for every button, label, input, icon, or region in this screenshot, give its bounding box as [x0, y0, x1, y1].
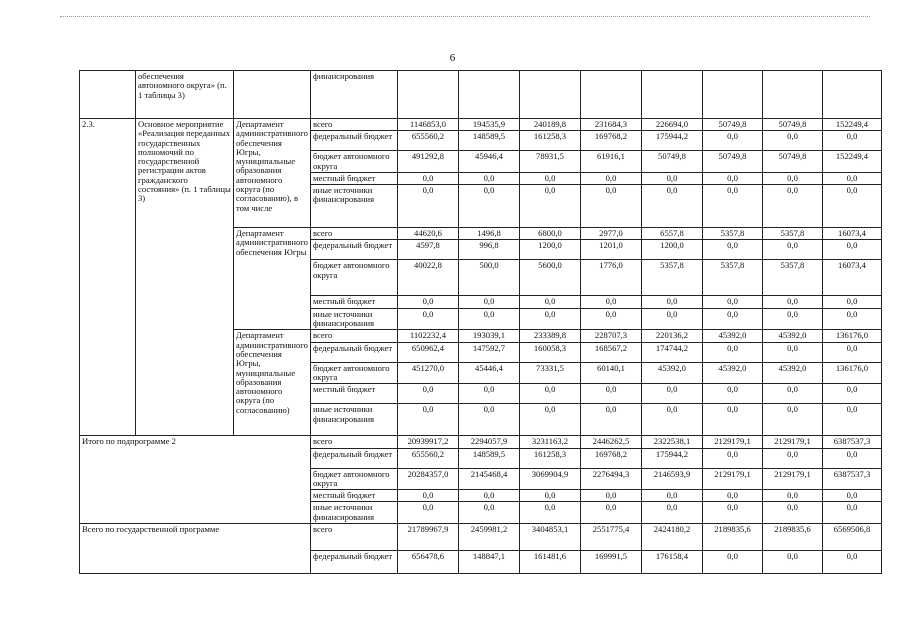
cell-amount: 0,0 — [763, 448, 823, 468]
cell-amount: 0,0 — [823, 131, 882, 151]
cell-amount: 0,0 — [398, 502, 459, 524]
cell-amount: 0,0 — [459, 172, 520, 184]
cell-amount: 0,0 — [703, 185, 763, 228]
cell-amount: 0,0 — [520, 404, 581, 436]
cell-funding-source: федеральный бюджет — [311, 342, 398, 362]
cell-amount: 0,0 — [581, 185, 642, 228]
cell-amount: 1102232,4 — [398, 330, 459, 342]
cell-amount: 0,0 — [459, 296, 520, 308]
cell-amount: 1201,0 — [581, 240, 642, 260]
cell-amount: 45392,0 — [763, 362, 823, 384]
cell-amount: 168567,2 — [581, 342, 642, 362]
cell-amount: 0,0 — [520, 296, 581, 308]
cell-amount: 0,0 — [581, 502, 642, 524]
cell-funding-source: иные источники финансирования — [311, 308, 398, 330]
cell-amount: 0,0 — [823, 502, 882, 524]
cell-executor: Департамент административного обеспечения Югры, муниципальные образования автономного округа (по согласованию), в том числе — [234, 119, 311, 228]
cell-amount: 1496,8 — [459, 228, 520, 240]
cell-amount: 2977,0 — [581, 228, 642, 240]
cell-amount: 6387537,3 — [823, 468, 882, 490]
cell-amount: 0,0 — [703, 308, 763, 330]
cell-amount: 0,0 — [398, 404, 459, 436]
cell-amount: 0,0 — [703, 172, 763, 184]
cell-amount: 0,0 — [581, 172, 642, 184]
cell-amount: 16073,4 — [823, 260, 882, 296]
cell-amount: 136176,0 — [823, 362, 882, 384]
cell-summary-label: Итого по подпрограмме 2 — [80, 436, 311, 524]
cell-amount: 233389,8 — [520, 330, 581, 342]
cell-amount: 0,0 — [642, 308, 703, 330]
cell-funding-source: бюджет автономного округа — [311, 151, 398, 173]
cell-funding-source: федеральный бюджет — [311, 240, 398, 260]
cell-amount: 2145468,4 — [459, 468, 520, 490]
cell-funding-source: всего — [311, 524, 398, 551]
cell-amount: 3404853,1 — [520, 524, 581, 551]
cell-amount: 194535,9 — [459, 119, 520, 131]
cell-amount: 0,0 — [703, 131, 763, 151]
cell-funding-source: всего — [311, 119, 398, 131]
cell-amount: 0,0 — [520, 384, 581, 404]
cell-amount: 148589,5 — [459, 448, 520, 468]
cell-amount: 2446262,5 — [581, 436, 642, 448]
cell-amount: 16073,4 — [823, 228, 882, 240]
cell-amount: 0,0 — [703, 342, 763, 362]
cell-amount: 0,0 — [823, 551, 882, 574]
cell-amount: 996,8 — [459, 240, 520, 260]
cell-amount: 0,0 — [703, 404, 763, 436]
cell-amount: 0,0 — [642, 384, 703, 404]
cell-amount: 0,0 — [520, 172, 581, 184]
cell-amount: 451270,0 — [398, 362, 459, 384]
cell-amount: 45392,0 — [703, 362, 763, 384]
cell-amount: 169991,5 — [581, 551, 642, 574]
cell-funding-source: бюджет автономного округа — [311, 362, 398, 384]
cell-amount: 3069904,9 — [520, 468, 581, 490]
cell-amount: 2146593,9 — [642, 468, 703, 490]
cell-amount: 0,0 — [703, 448, 763, 468]
cell-amount: 5357,8 — [763, 260, 823, 296]
cell-amount: 2129179,1 — [763, 436, 823, 448]
cell-funding-source: местный бюджет — [311, 490, 398, 502]
page-number: 6 — [449, 52, 456, 64]
table-row — [80, 436, 882, 448]
cell-amount: 45392,0 — [642, 362, 703, 384]
cell-amount: 5600,0 — [520, 260, 581, 296]
cell-amount: 0,0 — [823, 308, 882, 330]
cell-amount: 3231163,2 — [520, 436, 581, 448]
cell-amount: 0,0 — [763, 240, 823, 260]
cell-amount: 655560,2 — [398, 131, 459, 151]
cell-amount: 50749,8 — [703, 151, 763, 173]
cell-amount: 0,0 — [520, 185, 581, 228]
cell-funding-source: федеральный бюджет — [311, 131, 398, 151]
table-row — [80, 119, 882, 131]
cell-amount: 50749,8 — [642, 151, 703, 173]
cell-amount: 0,0 — [823, 490, 882, 502]
cell-amount: 148589,5 — [459, 131, 520, 151]
cell-executor: Департамент административного обеспечения Югры, муниципальные образования автономного округа (по согласованию) — [234, 330, 311, 436]
cell-funding-source: иные источники финансирования — [311, 404, 398, 436]
cell-amount: 61916,1 — [581, 151, 642, 173]
cell-amount: 5357,8 — [703, 228, 763, 240]
cell-amount: 0,0 — [581, 384, 642, 404]
cell-amount: 0,0 — [581, 404, 642, 436]
cell-funding-source: местный бюджет — [311, 384, 398, 404]
cell-amount: 500,0 — [459, 260, 520, 296]
cell-amount: 136176,0 — [823, 330, 882, 342]
cell-amount: 6569506,8 — [823, 524, 882, 551]
cell-funding-source: всего — [311, 436, 398, 448]
cell-amount: 0,0 — [398, 490, 459, 502]
cell-amount: 0,0 — [642, 404, 703, 436]
cell-amount: 161258,3 — [520, 131, 581, 151]
cell-activity: обеспечения автономного округа» (п. 1 таблицы 3) — [136, 71, 234, 119]
cell-amount: 0,0 — [398, 185, 459, 228]
cell-executor — [234, 71, 311, 119]
cell-amount: 50749,8 — [703, 119, 763, 131]
cell-amount: 0,0 — [703, 502, 763, 524]
cell-amount: 169768,2 — [581, 448, 642, 468]
cell-funding-source: всего — [311, 228, 398, 240]
cell-amount: 40022,8 — [398, 260, 459, 296]
cell-amount: 147592,7 — [459, 342, 520, 362]
cell-amount: 45392,0 — [763, 330, 823, 342]
cell-amount: 2129179,1 — [703, 468, 763, 490]
cell-amount: 20939917,2 — [398, 436, 459, 448]
cell-amount: 0,0 — [459, 502, 520, 524]
cell-amount: 5357,8 — [642, 260, 703, 296]
cell-amount: 5357,8 — [763, 228, 823, 240]
cell-amount: 44620,6 — [398, 228, 459, 240]
cell-amount: 0,0 — [520, 502, 581, 524]
cell-amount: 73331,5 — [520, 362, 581, 384]
cell-amount: 0,0 — [398, 308, 459, 330]
cell-amount: 0,0 — [703, 490, 763, 502]
cell-amount: 0,0 — [581, 296, 642, 308]
cell-amount: 160058,3 — [520, 342, 581, 362]
cell-amount — [642, 71, 703, 119]
cell-funding-source: финансирования — [311, 71, 398, 119]
cell-amount: 0,0 — [823, 296, 882, 308]
cell-amount: 2322538,1 — [642, 436, 703, 448]
cell-amount: 0,0 — [823, 185, 882, 228]
cell-amount — [581, 71, 642, 119]
cell-amount: 161258,3 — [520, 448, 581, 468]
cell-amount: 45392,0 — [703, 330, 763, 342]
cell-amount: 0,0 — [823, 384, 882, 404]
cell-amount: 0,0 — [823, 172, 882, 184]
cell-funding-source: бюджет автономного округа — [311, 260, 398, 296]
cell-amount: 45946,4 — [459, 151, 520, 173]
cell-amount: 2189835,6 — [703, 524, 763, 551]
cell-amount: 231684,3 — [581, 119, 642, 131]
cell-amount: 175944,2 — [642, 131, 703, 151]
cell-amount: 650962,4 — [398, 342, 459, 362]
cell-amount: 0,0 — [763, 308, 823, 330]
cell-amount: 491292,8 — [398, 151, 459, 173]
cell-amount — [763, 71, 823, 119]
cell-amount: 169768,2 — [581, 131, 642, 151]
cell-number — [80, 71, 136, 119]
cell-amount: 0,0 — [642, 296, 703, 308]
scan-artifact-line — [60, 16, 870, 18]
cell-amount: 0,0 — [703, 296, 763, 308]
cell-amount: 6800,0 — [520, 228, 581, 240]
cell-funding-source: федеральный бюджет — [311, 448, 398, 468]
cell-amount: 152249,4 — [823, 119, 882, 131]
cell-amount: 0,0 — [398, 384, 459, 404]
cell-amount — [459, 71, 520, 119]
cell-amount: 0,0 — [703, 240, 763, 260]
cell-amount: 2424180,2 — [642, 524, 703, 551]
cell-amount: 0,0 — [763, 490, 823, 502]
cell-amount: 2459981,2 — [459, 524, 520, 551]
cell-amount: 1776,0 — [581, 260, 642, 296]
cell-funding-source: местный бюджет — [311, 296, 398, 308]
cell-amount: 148847,1 — [459, 551, 520, 574]
cell-amount: 220136,2 — [642, 330, 703, 342]
cell-amount: 45446,4 — [459, 362, 520, 384]
cell-summary-label: Всего по государственной программе — [80, 524, 311, 574]
cell-amount: 0,0 — [703, 551, 763, 574]
cell-amount: 6387537,3 — [823, 436, 882, 448]
cell-amount — [520, 71, 581, 119]
cell-amount: 0,0 — [520, 308, 581, 330]
cell-amount: 0,0 — [459, 185, 520, 228]
cell-amount: 0,0 — [823, 404, 882, 436]
cell-amount: 0,0 — [520, 490, 581, 502]
cell-amount: 0,0 — [581, 308, 642, 330]
cell-amount: 20284357,0 — [398, 468, 459, 490]
cell-amount: 175944,2 — [642, 448, 703, 468]
cell-amount: 0,0 — [823, 240, 882, 260]
cell-amount: 0,0 — [703, 384, 763, 404]
cell-amount: 0,0 — [642, 490, 703, 502]
cell-amount: 0,0 — [763, 172, 823, 184]
cell-amount: 50749,8 — [763, 151, 823, 173]
cell-amount: 4597,8 — [398, 240, 459, 260]
cell-amount: 0,0 — [581, 490, 642, 502]
cell-amount: 193039,1 — [459, 330, 520, 342]
cell-amount: 0,0 — [398, 172, 459, 184]
cell-amount: 2551775,4 — [581, 524, 642, 551]
cell-amount — [398, 71, 459, 119]
cell-amount: 0,0 — [763, 185, 823, 228]
cell-amount: 655560,2 — [398, 448, 459, 468]
cell-amount: 240189,8 — [520, 119, 581, 131]
cell-amount: 1200,0 — [520, 240, 581, 260]
cell-amount: 2294057,9 — [459, 436, 520, 448]
cell-amount: 0,0 — [763, 296, 823, 308]
cell-funding-source: бюджет автономного округа — [311, 468, 398, 490]
cell-amount: 2129179,1 — [763, 468, 823, 490]
cell-amount: 0,0 — [398, 296, 459, 308]
cell-amount: 0,0 — [763, 502, 823, 524]
cell-amount: 152249,4 — [823, 151, 882, 173]
cell-amount: 176158,4 — [642, 551, 703, 574]
cell-funding-source: местный бюджет — [311, 172, 398, 184]
cell-amount: 2276494,3 — [581, 468, 642, 490]
cell-funding-source: иные источники финансирования — [311, 185, 398, 228]
cell-funding-source: иные источники финансирования — [311, 502, 398, 524]
cell-amount: 0,0 — [459, 404, 520, 436]
cell-amount: 0,0 — [459, 490, 520, 502]
cell-number: 2.3. — [80, 119, 136, 436]
cell-amount: 0,0 — [823, 342, 882, 362]
cell-amount: 1146853,0 — [398, 119, 459, 131]
cell-amount: 161481,6 — [520, 551, 581, 574]
cell-amount: 0,0 — [459, 308, 520, 330]
cell-funding-source: федеральный бюджет — [311, 551, 398, 574]
cell-amount: 50749,8 — [763, 119, 823, 131]
cell-amount: 78931,5 — [520, 151, 581, 173]
cell-amount — [823, 71, 882, 119]
cell-activity: Основное мероприятие «Реализация переданных государственных полномочий по государственной регистрации актов гражданского состояния» (п. 1 таблицы 3) — [136, 119, 234, 436]
cell-amount: 0,0 — [763, 404, 823, 436]
cell-amount: 174744,2 — [642, 342, 703, 362]
cell-amount: 0,0 — [642, 502, 703, 524]
cell-amount — [703, 71, 763, 119]
cell-amount: 0,0 — [642, 185, 703, 228]
cell-amount: 0,0 — [763, 342, 823, 362]
table-row — [80, 71, 882, 119]
cell-amount: 60140,1 — [581, 362, 642, 384]
budget-table — [79, 70, 882, 574]
table-row — [80, 524, 882, 551]
cell-amount: 21789967,9 — [398, 524, 459, 551]
cell-amount: 656478,6 — [398, 551, 459, 574]
cell-amount: 226694,0 — [642, 119, 703, 131]
cell-amount: 2129179,1 — [703, 436, 763, 448]
cell-amount: 228707,3 — [581, 330, 642, 342]
cell-amount: 5357,8 — [703, 260, 763, 296]
cell-amount: 0,0 — [642, 172, 703, 184]
cell-amount: 0,0 — [823, 448, 882, 468]
cell-amount: 6557,8 — [642, 228, 703, 240]
cell-funding-source: всего — [311, 330, 398, 342]
cell-amount: 1200,0 — [642, 240, 703, 260]
cell-executor: Департамент административного обеспечения Югры — [234, 228, 311, 330]
cell-amount: 0,0 — [763, 131, 823, 151]
cell-amount: 2189835,6 — [763, 524, 823, 551]
cell-amount: 0,0 — [763, 384, 823, 404]
cell-amount: 0,0 — [763, 551, 823, 574]
cell-amount: 0,0 — [459, 384, 520, 404]
